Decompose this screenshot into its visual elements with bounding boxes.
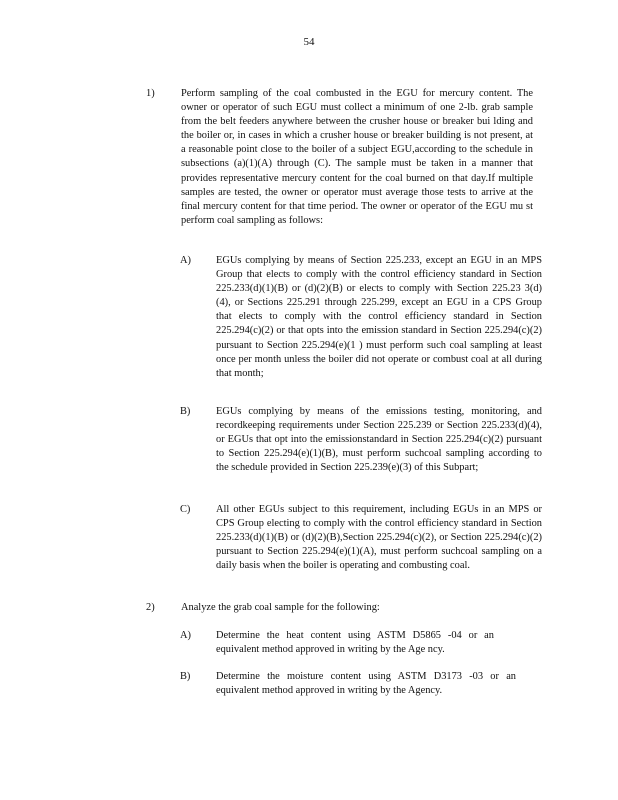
subitem-label: A) xyxy=(180,255,191,266)
sub-list-item xyxy=(180,405,546,495)
sub-list-item xyxy=(180,670,546,702)
subitem-label: B) xyxy=(180,671,191,682)
sub-list-item xyxy=(180,503,546,593)
subitem-text: EGUs complying by means of Section 225.233, except an EGU in an MPS Group that elects to comply with the control efficiency standard in Section 225.233(d)(1)(B) or (d)(2)(B) or elects to comply with Section 225.23 3(d)(4), or Sections 225.291 through 225.299, except an EGU in a CPS Group that elects to comply with the control efficiency standard in Section 225.294(c)(2) or that opts into the emission standard in Section 225.294(c)(2) pursuant to Section 225.294(e)(1 ) must perform such coal sampling at least once per month unless the boiler did not operate or combust coal at all during that month; xyxy=(216,255,542,379)
item-label: 2) xyxy=(146,602,155,613)
subitem-label: B) xyxy=(180,406,191,417)
item-text: Analyze the grab coal sample for the following: xyxy=(181,602,380,613)
page-number: 54 xyxy=(303,36,315,48)
list-item xyxy=(146,87,546,237)
subitem-text: EGUs complying by means of the emissions testing, monitoring, and recordkeeping requirements under Section 225.239 or Section 225.233(d)(4), or EGUs that opt into the emissionstandard in Section 225.294(c)(2) pursuant to Section 225.294(e)(1)(B), must perform suchcoal sampling according to the schedule provided in Section 225.239(e)(3) of this Subpart; xyxy=(216,406,542,474)
subitem-label: A) xyxy=(180,630,191,641)
sub-list-item xyxy=(180,629,546,661)
subitem-text: Determine the heat content using ASTM D5865 -04 or an equivalent method approved in writing by the Age ncy. xyxy=(216,630,494,656)
subitem-text: All other EGUs subject to this requirement, including EGUs in an MPS or CPS Group electing to comply with the control efficiency standard in Section 225.233(d)(1)(B) or (d)(2)(B),Section 225.294(c)(2), or Section 225.294(c)(2) pursuant to Section 225.294(e)(1)(A), must perform suchcoal sampling on a daily basis when the boiler is operating and combusting coal. xyxy=(216,504,542,572)
item-label: 1) xyxy=(146,88,155,99)
subitem-text: Determine the moisture content using ASTM D3173 -03 or an equivalent method approved in writing by the Agency. xyxy=(216,671,516,697)
sub-list-item xyxy=(180,254,546,394)
list-item xyxy=(146,601,546,621)
subitem-label: C) xyxy=(180,504,191,515)
item-text: Perform sampling of the coal combusted in the EGU for mercury content. The owner or operator of such EGU must collect a minimum of one 2-lb. grab sample from the belt feeders anywhere between the crusher house or breaker bui lding and the boiler or, in cases in which a crusher house or breaker building is not present, at a reasonable point close to the boiler of a subject EGU,according to the schedule in subsections (a)(1)(A) through (C). The sample must be taken in a manner that provides representative mercury content for the coal burned on that day.If multiple samples are tested, the owner or operator must average those tests to arrive at the final mercury content for that time period. The owner or operator of the EGU mu st perform coal sampling as follows: xyxy=(181,88,533,226)
